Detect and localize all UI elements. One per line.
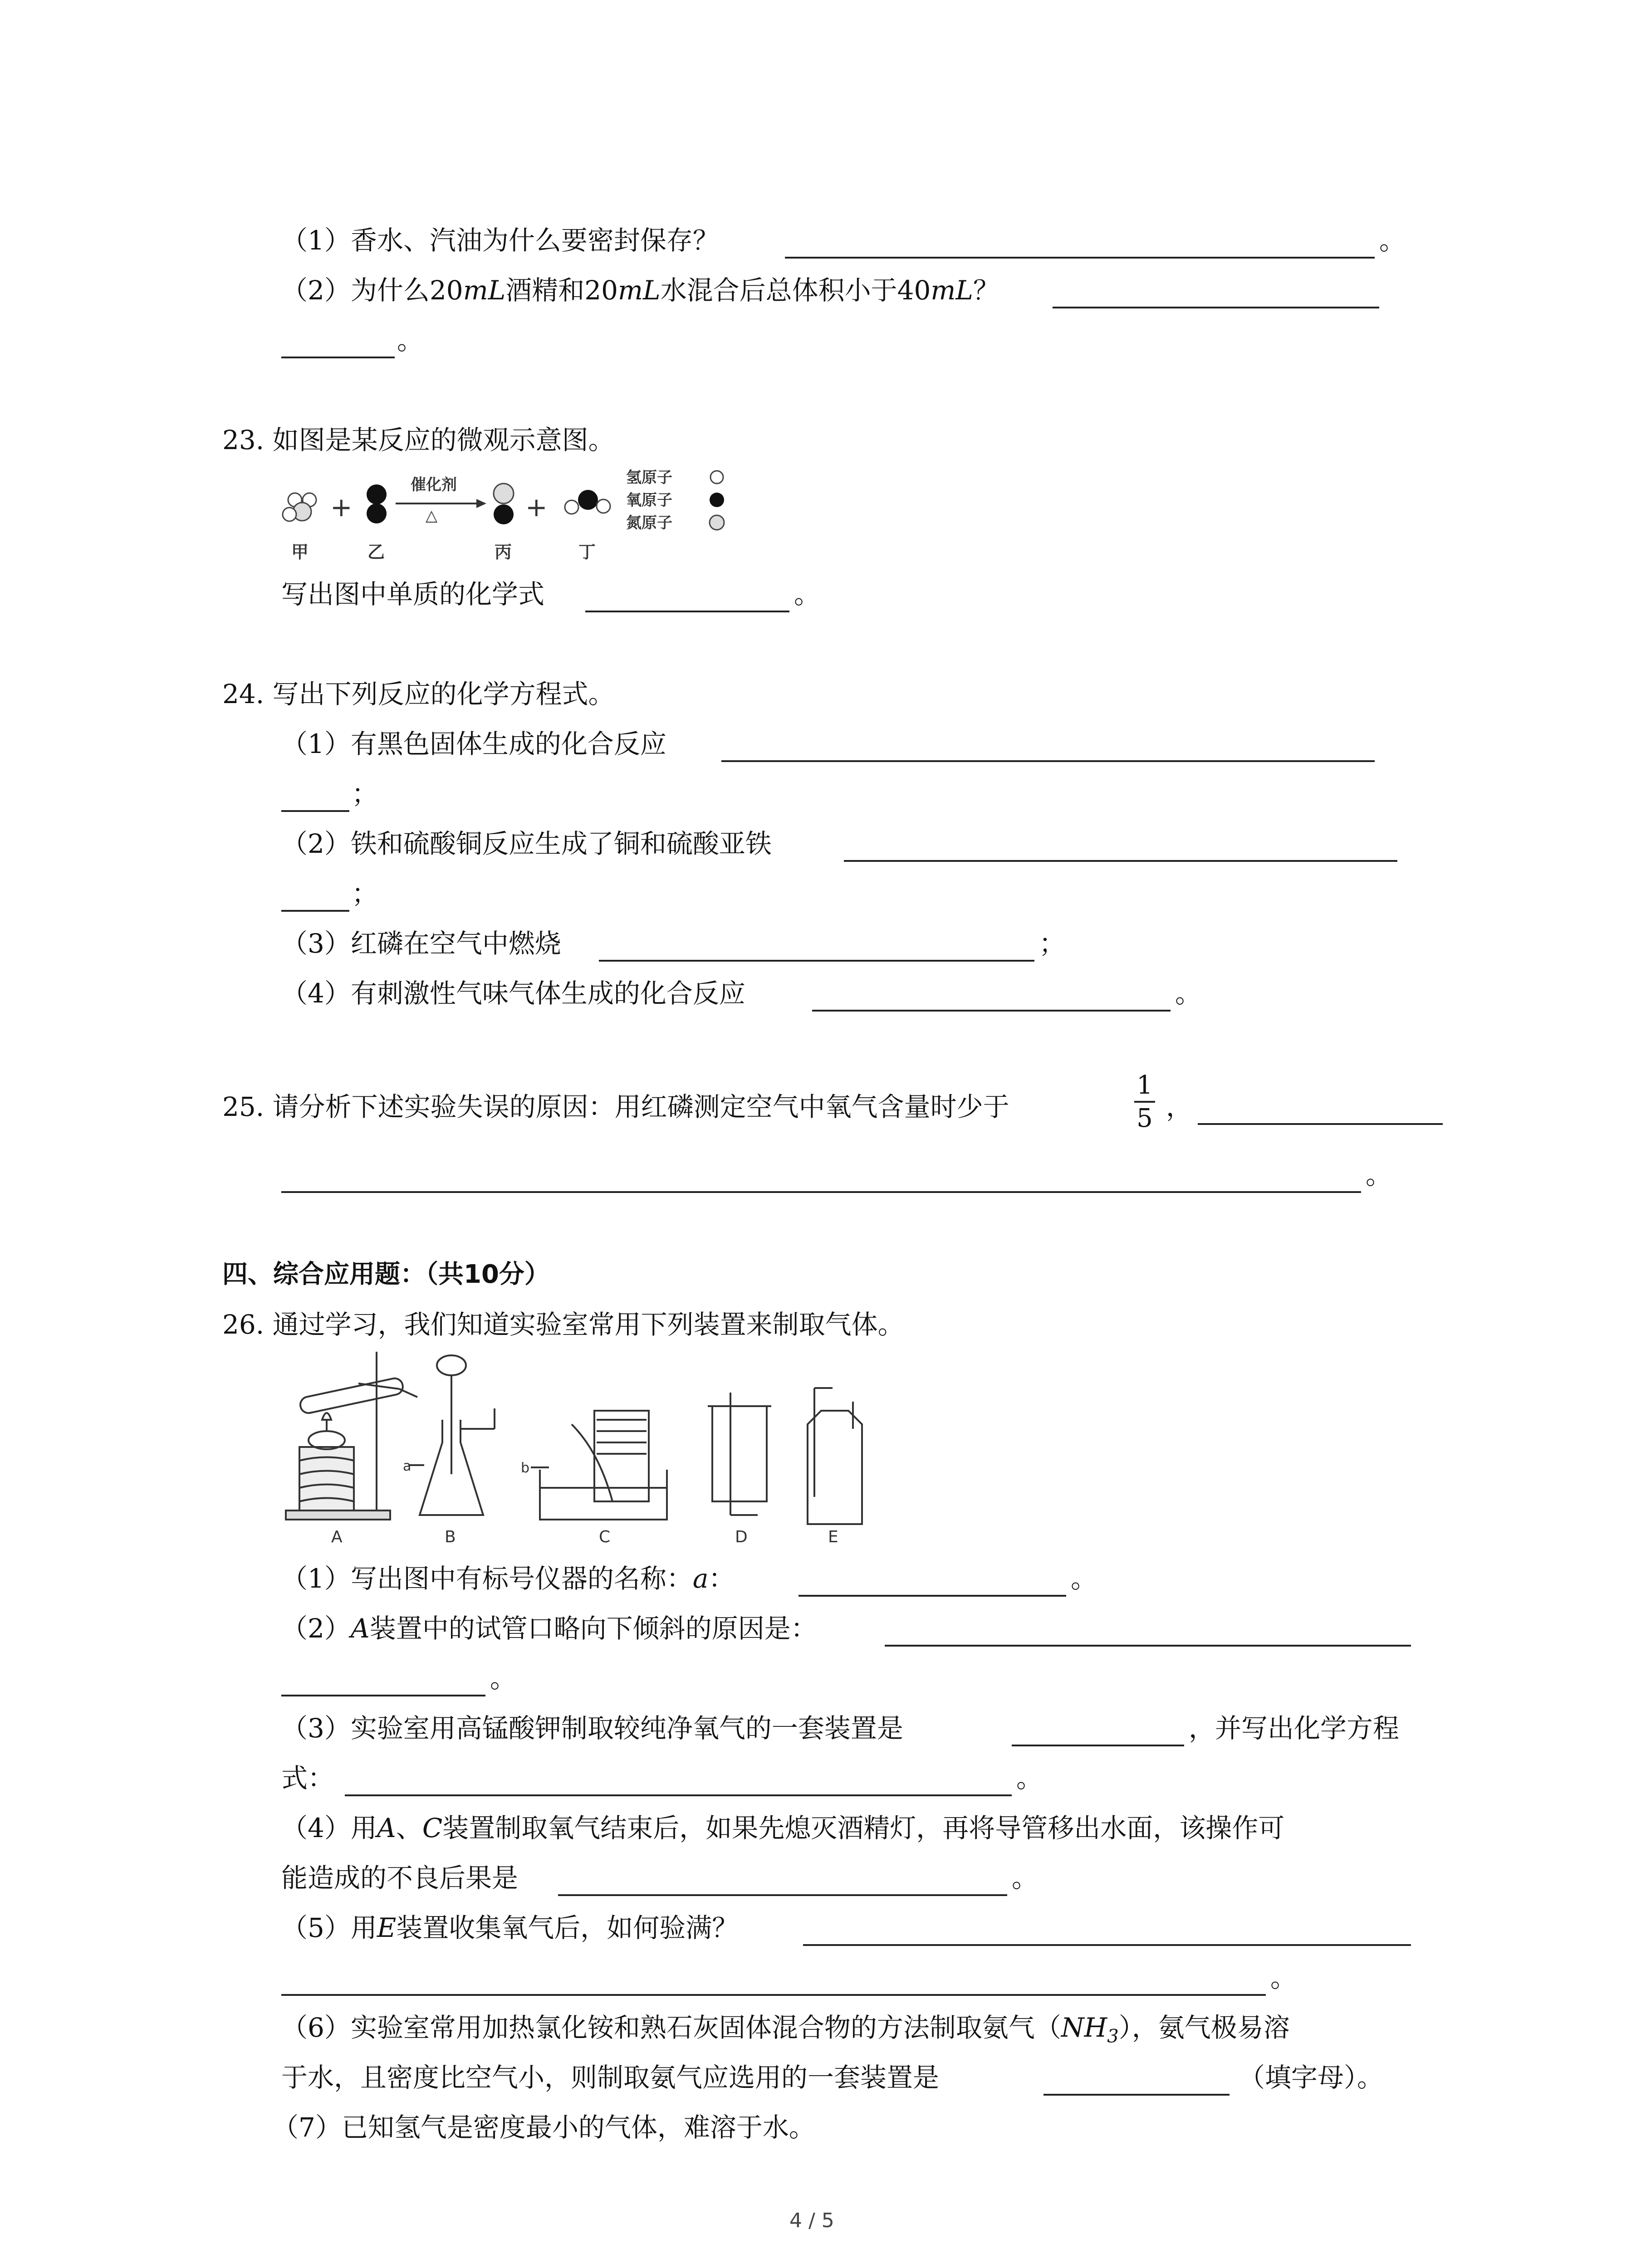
q23-ask-end: 。 <box>794 579 821 610</box>
q22-part1-answer-blank[interactable] <box>785 257 1375 259</box>
q26-part5-prefix: （5）用 <box>281 1912 377 1943</box>
q26-part3-line2: 式： <box>281 1763 334 1794</box>
q26-part4-text: 装置制取氧气结束后，如果先熄灭酒精灯，再将导管移出水面，该操作可 <box>442 1813 1285 1843</box>
label-e: E <box>828 1528 838 1546</box>
q26-part2-prefix: （2） <box>281 1613 351 1644</box>
fraction-bar <box>1134 1101 1155 1103</box>
q26-part4-var-a: A <box>377 1813 396 1843</box>
q22-part2 <box>281 272 999 308</box>
q26-part6-text: （6）实验室常用加热氯化铵和熟石灰固体混合物的方法制取氨气（ <box>281 2012 1061 2043</box>
q26-part2-end: 。 <box>490 1663 517 1694</box>
q22-part2-answer-blank[interactable] <box>1053 307 1379 308</box>
label-d: D <box>735 1528 748 1546</box>
q24-part3: （3）红磷在空气中燃烧 <box>281 928 561 959</box>
q26-part2-answer-blank[interactable] <box>885 1645 1411 1647</box>
legend-oxygen: 氧原子 <box>626 491 672 509</box>
q25-answer-blank-2[interactable] <box>281 1191 1361 1193</box>
plus-2: + <box>525 492 548 523</box>
q23-reaction-diagram <box>281 467 749 567</box>
molecule-jia <box>283 493 316 521</box>
legend-hydrogen: 氢原子 <box>626 469 672 487</box>
q26-part6-text-b: ），氨气极易溶 <box>1118 2012 1290 2043</box>
q26-part6-line2: 于水，且密度比空气小，则制取氨气应选用的一套装置是 <box>281 2062 940 2093</box>
q26-part4-var-c: C <box>422 1813 443 1843</box>
q26-part6-end: （填字母）。 <box>1239 2062 1384 2093</box>
q26-part5 <box>281 1910 738 1946</box>
q22-part1 <box>281 222 719 259</box>
q26-part6 <box>281 2009 1290 2055</box>
q26-stem: 26. 通过学习，我们知道实验室常用下列装置来制取气体。 <box>222 1309 904 1340</box>
label-yi: 乙 <box>367 542 385 562</box>
legend-nitrogen: 氮原子 <box>626 514 672 532</box>
plus-1: + <box>330 492 353 523</box>
q22-part2-a: （2）为什么20 <box>281 275 463 306</box>
heat-label: △ <box>426 507 438 525</box>
page-number: 4 / 5 <box>789 2209 834 2232</box>
q25-answer-blank[interactable] <box>1198 1123 1443 1125</box>
q23-ask: 写出图中单质的化学式 <box>281 579 545 610</box>
q26-part1 <box>281 1560 735 1597</box>
marker-b: b <box>521 1460 530 1476</box>
q24-part4: （4）有刺激性气味气体生成的化合反应 <box>281 978 745 1009</box>
q22-unit-1: mL <box>463 275 506 306</box>
q26-part3-equation-blank[interactable] <box>345 1794 1012 1796</box>
q26-part2-text: 装置中的试管口略向下倾斜的原因是： <box>369 1613 817 1644</box>
q24-part3-answer-blank[interactable] <box>599 960 1034 962</box>
q26-part1-answer-blank[interactable] <box>798 1595 1066 1597</box>
fraction-denominator: 5 <box>1136 1104 1153 1133</box>
q26-part4-end: 。 <box>1012 1862 1038 1893</box>
q26-part2-var: A <box>350 1613 370 1644</box>
q26-part4-prefix: （4）用 <box>281 1813 377 1843</box>
apparatus-a <box>286 1352 417 1520</box>
label-ding: 丁 <box>578 542 596 562</box>
q23-answer-blank[interactable] <box>585 611 789 612</box>
molecule-ding <box>565 490 610 514</box>
q26-part5-var: E <box>377 1912 397 1943</box>
apparatus-c <box>531 1411 667 1520</box>
reaction-arrow <box>396 476 486 525</box>
q24-part1: （1）有黑色固体生成的化合反应 <box>281 728 666 759</box>
apparatus-b <box>408 1355 495 1515</box>
q24-stem: 24. 写出下列反应的化学方程式。 <box>222 679 615 709</box>
q26-part1-var: a <box>692 1563 709 1594</box>
q26-part1-colon: ： <box>708 1563 735 1594</box>
q26-part6-formula: NH <box>1061 2012 1107 2043</box>
q24-part4-end: 。 <box>1175 978 1202 1009</box>
label-jia: 甲 <box>291 542 309 562</box>
q25-fraction <box>1134 1070 1155 1133</box>
q26-part5-text: 装置收集氧气后，如何验满？ <box>396 1912 739 1943</box>
q26-part3-answer-blank[interactable] <box>1012 1745 1184 1746</box>
q26-part2 <box>281 1610 817 1647</box>
q26-part3-mid: ，并写出化学方程 <box>1189 1713 1400 1744</box>
q26-part1-text: （1）写出图中有标号仪器的名称： <box>281 1563 693 1594</box>
q26-part4-sep: 、 <box>396 1813 422 1843</box>
molecule-bing <box>494 484 514 524</box>
q22-part2-d: ？ <box>973 275 999 306</box>
q26-part4 <box>281 1810 1284 1846</box>
molecule-yi <box>367 484 387 523</box>
q26-part4-line2: 能造成的不良后果是 <box>281 1862 519 1893</box>
q26-part3: （3）实验室用高锰酸钾制取较纯净氧气的一套装置是 <box>281 1713 903 1744</box>
q22-part2-answer-blank-2[interactable] <box>281 357 395 358</box>
q24-part2-answer-blank[interactable] <box>844 860 1397 862</box>
q22-part1-text: （1）香水、汽油为什么要密封保存？ <box>281 225 719 256</box>
marker-a: a <box>403 1458 411 1474</box>
apparatus-d <box>708 1393 771 1515</box>
q22-part2-end: 。 <box>397 325 424 356</box>
q24-part2-end: ； <box>352 878 378 909</box>
q26-part4-answer-blank[interactable] <box>558 1894 1007 1896</box>
q26-part6-answer-blank[interactable] <box>1043 2094 1230 2096</box>
label-c: C <box>599 1528 611 1546</box>
q22-unit-3: mL <box>931 275 973 306</box>
q24-part1-answer-blank-2[interactable] <box>281 810 349 812</box>
q26-part7: （7）已知氢气是密度最小的气体，难溶于水。 <box>272 2112 815 2143</box>
q24-part3-end: ； <box>1039 928 1066 959</box>
q24-part1-answer-blank[interactable] <box>721 760 1375 762</box>
q26-part5-answer-blank-2[interactable] <box>281 1994 1266 1996</box>
q26-part1-end: 。 <box>1071 1563 1097 1594</box>
q26-part2-answer-blank-2[interactable] <box>281 1695 485 1696</box>
label-a: A <box>331 1528 343 1546</box>
q24-part4-answer-blank[interactable] <box>812 1010 1171 1012</box>
q26-part5-answer-blank[interactable] <box>803 1944 1411 1946</box>
q24-part1-end: ； <box>352 778 378 809</box>
q22-part1-end: 。 <box>1379 225 1406 256</box>
q22-part2-c: 水混合后总体积小于40 <box>660 275 931 306</box>
q24-part2-answer-blank-2[interactable] <box>281 910 349 912</box>
q25-comma: ， <box>1166 1091 1193 1122</box>
q23-stem: 23. 如图是某反应的微观示意图。 <box>222 425 615 455</box>
q25-end: 。 <box>1366 1159 1392 1190</box>
fraction-numerator: 1 <box>1136 1070 1153 1100</box>
q26-apparatus-figure <box>281 1352 885 1547</box>
q22-part2-b: 酒精和20 <box>505 275 618 306</box>
q22-unit-2: mL <box>618 275 661 306</box>
q26-part3-end: 。 <box>1016 1763 1043 1794</box>
q26-part5-end: 。 <box>1270 1962 1297 1993</box>
q24-part2: （2）铁和硫酸铜反应生成了铜和硫酸亚铁 <box>281 828 772 859</box>
apparatus-e <box>808 1388 862 1524</box>
label-b: B <box>445 1528 456 1546</box>
label-bing: 丙 <box>495 542 512 562</box>
q26-part6-subscript: 3 <box>1107 2026 1119 2047</box>
q25-stem: 25. 请分析下述实验失误的原因：用红磷测定空气中氧气含量时少于 <box>222 1091 1009 1122</box>
section-4-title: 四、综合应用题：（共10分） <box>222 1260 550 1289</box>
catalyst-label: 催化剂 <box>411 476 457 494</box>
atom-legend <box>626 469 724 532</box>
